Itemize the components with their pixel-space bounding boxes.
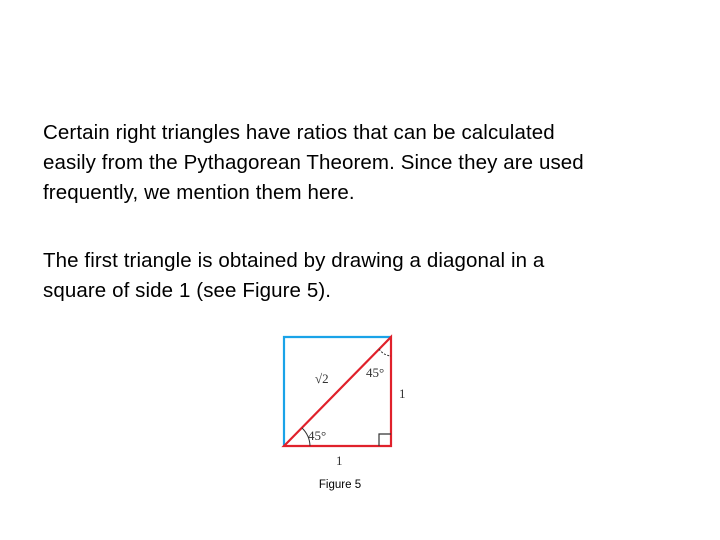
figure-intro-line-1: The first triangle is obtained by drawing a diagonal in a — [43, 249, 545, 272]
figure-caption: Figure 5 — [318, 479, 362, 491]
bottom-side-label: 1 — [336, 453, 343, 468]
hypotenuse-label: √2 — [315, 371, 329, 386]
intro-line-2: easily from the Pythagorean Theorem. Since they are used — [43, 151, 584, 174]
right-angle-marker — [379, 434, 391, 446]
top-angle-label: 45° — [366, 365, 385, 380]
figure-intro-line-2: square of side 1 (see Figure 5). — [43, 279, 332, 302]
intro-paragraph — [43, 118, 713, 208]
right-triangle — [284, 337, 391, 446]
intro-line-1: Certain right triangles have ratios that can be calculated — [43, 121, 555, 144]
triangle-figure — [270, 328, 410, 473]
right-side-label: 1 — [399, 386, 406, 401]
figure-intro-paragraph — [43, 246, 713, 306]
bottom-angle-label: 45° — [308, 428, 327, 443]
intro-line-3: frequently, we mention them here. — [43, 181, 355, 204]
top-angle-arc — [379, 349, 391, 356]
